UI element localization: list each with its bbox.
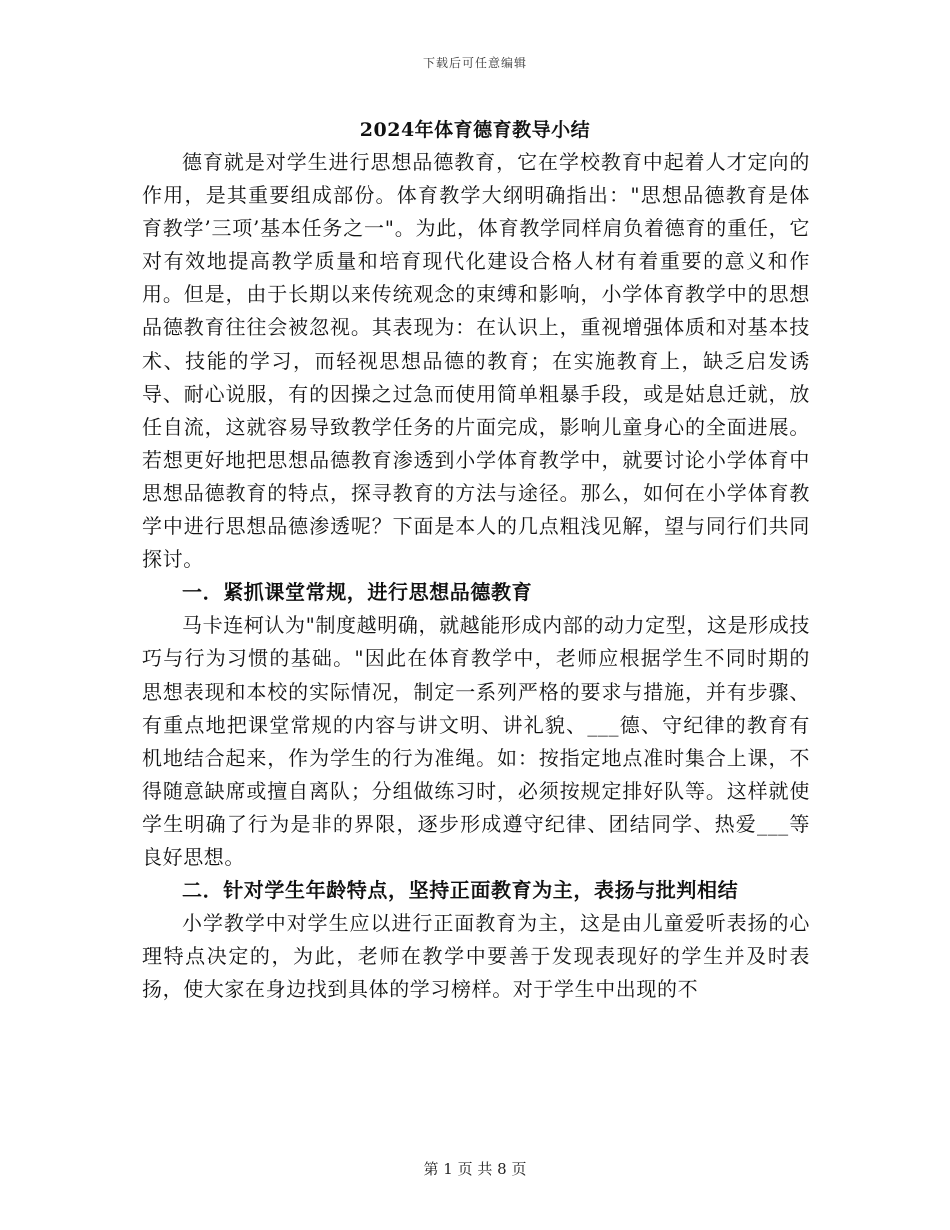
section-2-paragraph: 小学教学中对学生应以进行正面教育为主，这是由儿童爱听表扬的心理特点决定的，为此，老师在教学中要善于发现表现好的学生并及时表扬，使大家在身边找到具体的学习榜样。对于学生中出现的不 xyxy=(142,911,810,1002)
section-1-paragraph: 马卡连柯认为"制度越明确，就越能形成内部的动力定型，这是形成技巧与行为习惯的基础。"因此在体育教学中，老师应根据学生不同时期的思想表现和本校的实际情况，制定一系列严格的要求与措施，并有步骤、有重点地把课堂常规的内容与讲文明、讲礼貌、___德、守纪律的教育有机地结合起来，作为学生的行为准绳。如：按指定地点准时集合上课，不得随意缺席或擅自离队；分组做练习时，必须按规定排好队等。这样就使学生明确了行为是非的界限，逐步形成遵守纪律、团结同学、热爱___等良好思想。 xyxy=(142,613,810,869)
section-1-heading: 一．紧抓课堂常规，进行思想品德教育 xyxy=(182,580,533,605)
document-title: 2024年体育德育教导小结 xyxy=(359,119,591,141)
intro-paragraph: 德育就是对学生进行思想品德教育，它在学校教育中起着人才定向的作用，是其重要组成部份。体育教学大纲明确指出："思想品德教育是体育教学’三项’基本任务之一"。为此，体育教学同样肩负着德育的重任，它对有效地提高教学质量和培育现代化建设合格人材有着重要的意义和作用。但是，由于长期以来传统观念的束缚和影响，小学体育教学中的思想品德教育往往会被忽视。其表现为：在认识上，重视增强体质和对基本技术、技能的学习，而轻视思想品德的教育；在实施教育上，缺乏启发诱导、耐心说服，有的因操之过急而使用简单粗暴手段，或是姑息迁就，放任自流，这就容易导致教学任务的片面完成，影响儿童身心的全面进展。若想更好地把思想品德教育渗透到小学体育教学中，就要讨论小学体育中思想品德教育的特点，探寻教育的方法与途径。那么，如何在小学体育教学中进行思想品德渗透呢？下面是本人的几点粗浅见解，望与同行们共同探讨。 xyxy=(142,150,810,572)
page-number-footer: 第 1 页 共 8 页 xyxy=(423,1160,527,1178)
page-header-note: 下载后可任意编辑 xyxy=(422,56,527,70)
section-2-heading: 二．针对学生年龄特点，坚持正面教育为主，表扬与批判相结 xyxy=(182,878,739,903)
document-body xyxy=(142,146,810,1006)
